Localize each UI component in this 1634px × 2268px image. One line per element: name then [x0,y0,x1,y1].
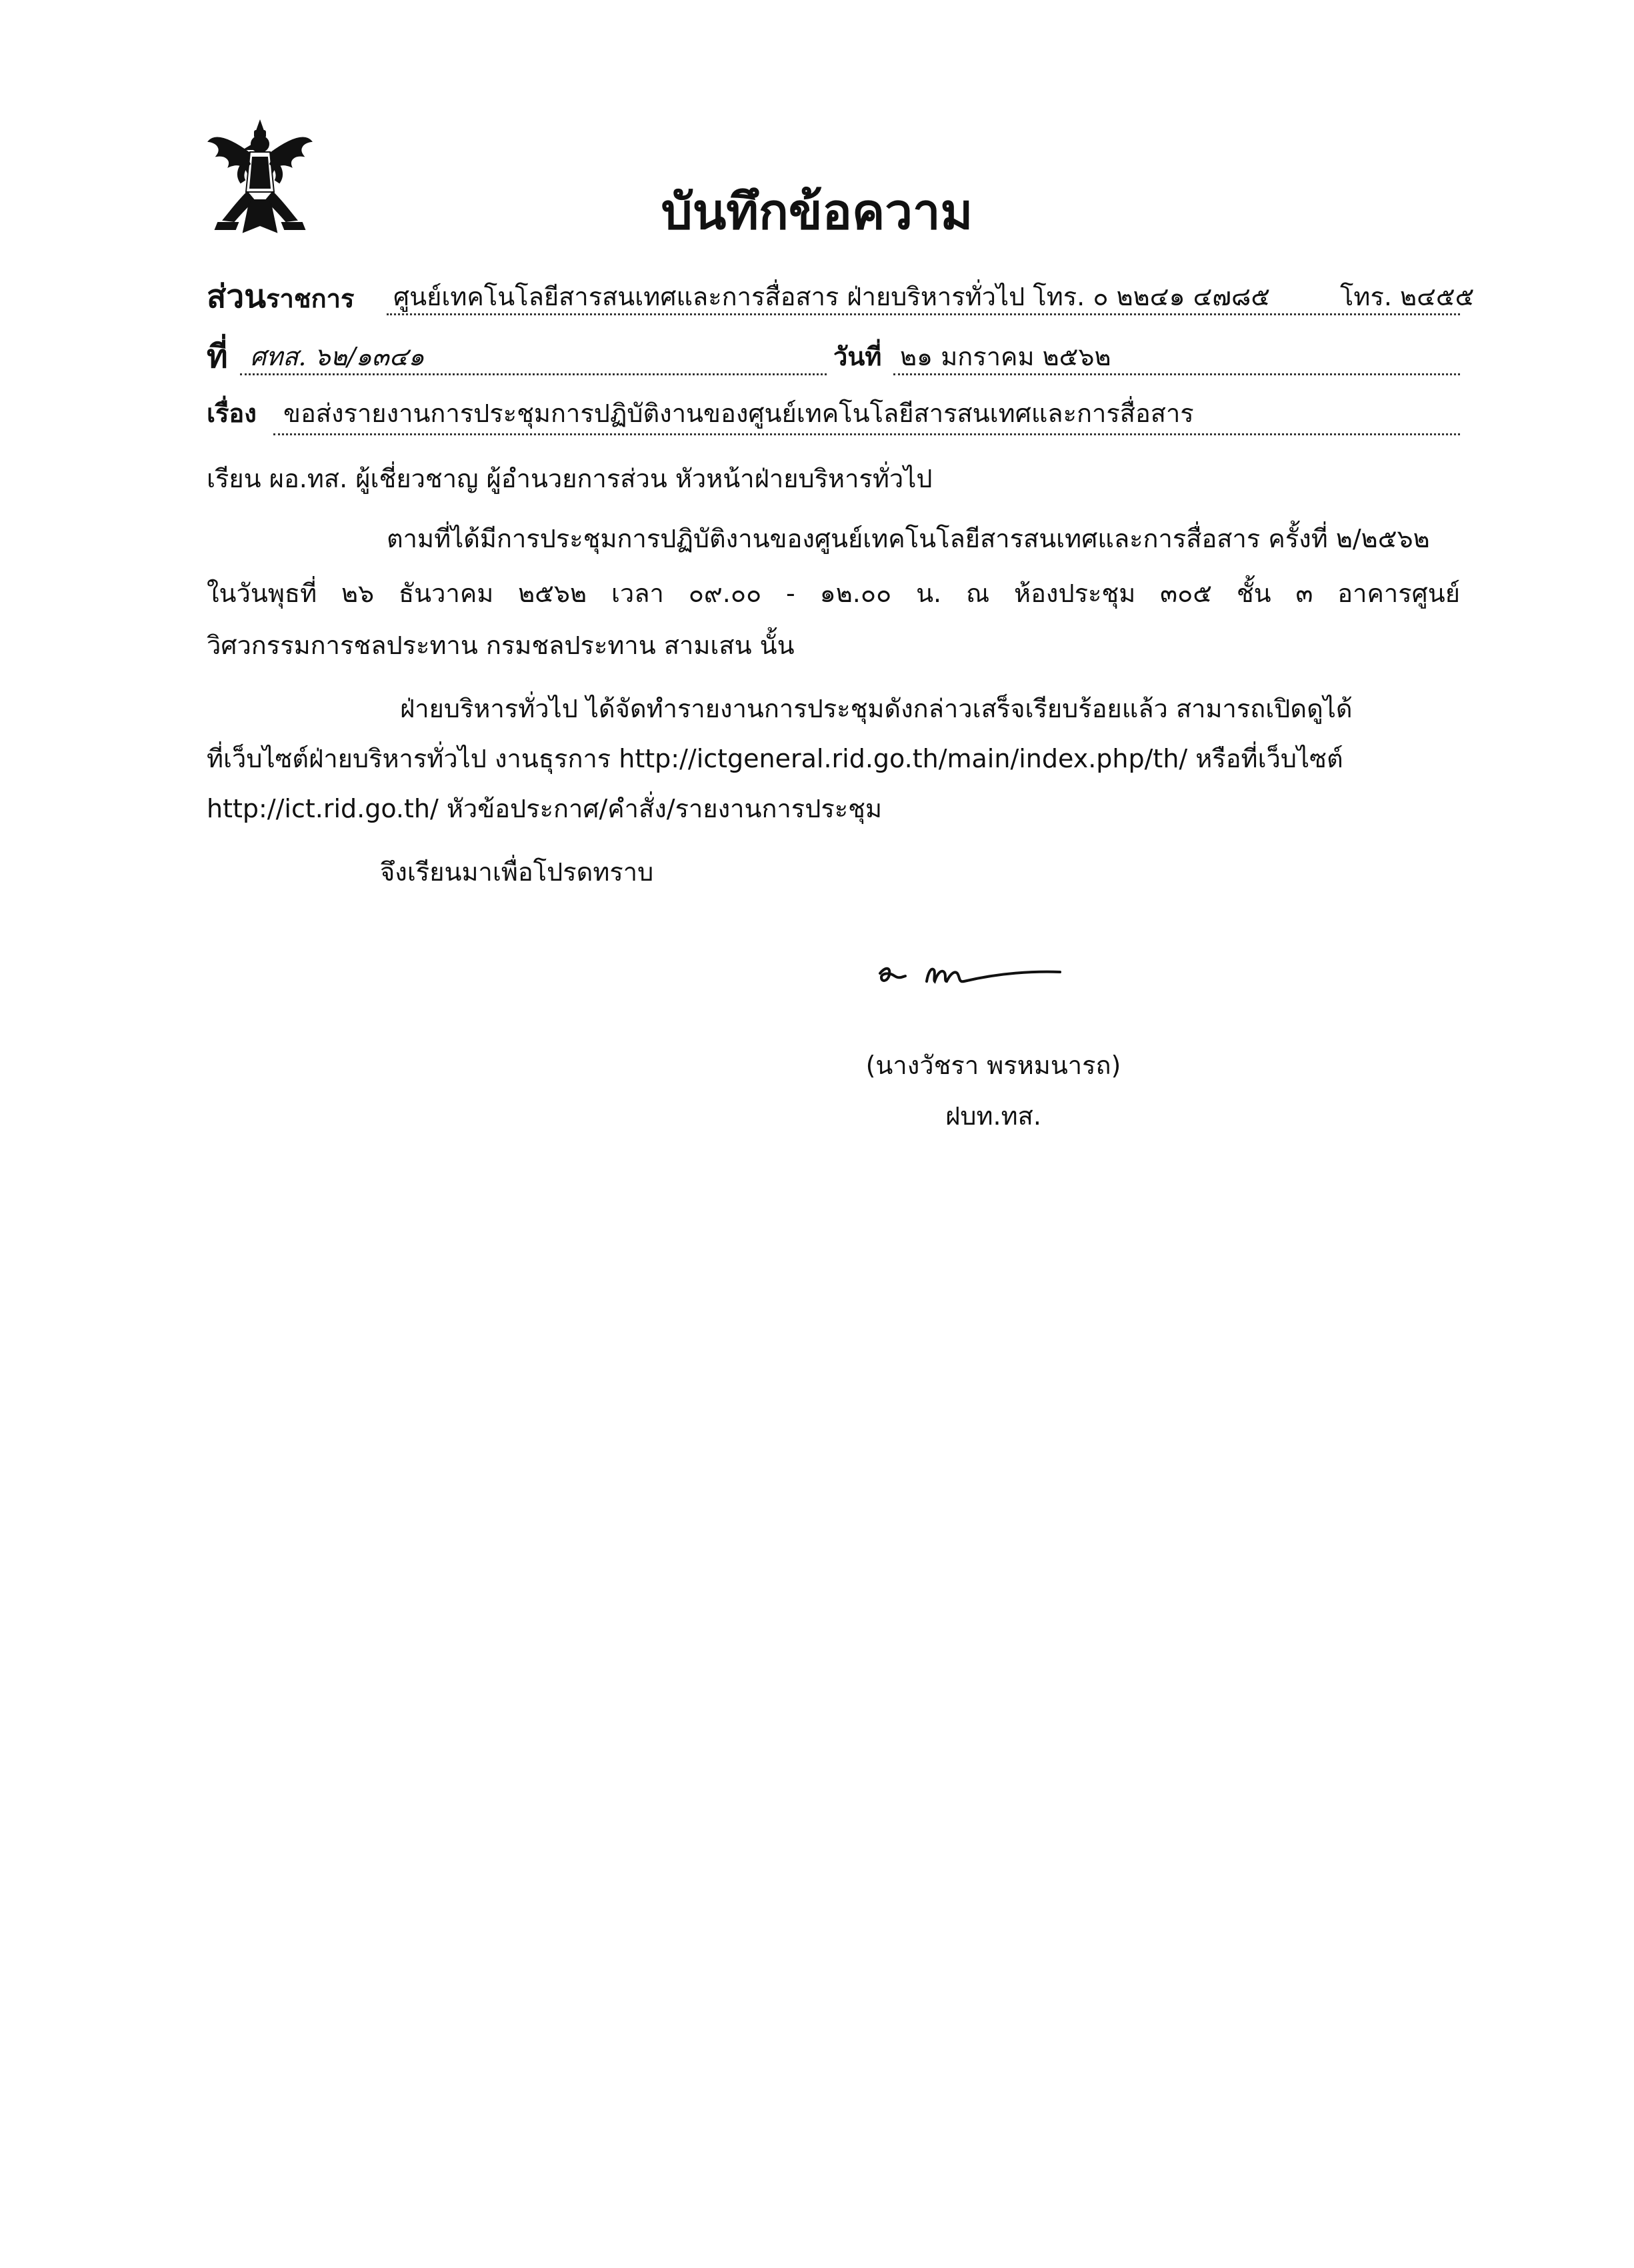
department-dotted-line [387,313,1460,315]
handwritten-signature-icon [867,947,1080,1000]
department-label-prefix: ส่วน [207,278,267,315]
subject-label: เรื่อง [207,399,257,428]
word: ๒๕๖๒ [518,579,587,608]
date-dotted-line [893,373,1460,375]
word: ๓ [1295,579,1313,608]
word: ห้องประชุม [1014,579,1136,608]
paragraph-2-line-3: http://ict.rid.go.th/ หัวข้อประกาศ/คำสั่ง/รายงานการประชุม [207,794,882,823]
word: - [786,579,795,608]
department-label-suffix: ราชการ [266,284,355,313]
word: ในวันพุธที่ [207,579,317,608]
word: เวลา [611,579,664,608]
paragraph-2-line-1: ฝ่ายบริหารทั่วไป ได้จัดทำรายงานการประชุมดังกล่าวเสร็จเรียบร้อยแล้ว สามารถเปิดดูได้ [400,694,1353,723]
ref-label: ที่ [207,338,228,375]
paragraph-1-line-1: ตามที่ได้มีการประชุมการปฏิบัติงานของศูนย์เทคโนโลยีสารสนเทศและการสื่อสาร ครั้งที่ ๒/๒๕๖๒ [387,524,1430,553]
paragraph-1-line-2 [207,575,1460,612]
document-title: บันทึกข้อความ [661,183,973,241]
addressee: เรียน ผอ.ทส. ผู้เชี่ยวชาญ ผู้อำนวยการส่วน หัวหน้าฝ่ายบริหารทั่วไป [207,464,933,493]
paragraph-2-line-2: ที่เว็บไซต์ฝ่ายบริหารทั่วไป งานธุรการ http://ictgeneral.rid.go.th/main/index.php/th/ หรือที่เว็บไซต์ [207,744,1343,773]
word: ธันวาคม [398,579,494,608]
extension-value: โทร. ๒๔๕๕ [1340,282,1475,311]
department-row [207,273,354,320]
signatory-name: (นางวัชรา พรหมนารถ) [865,1051,1121,1080]
word: ๐๙.๐๐ [688,579,762,608]
word: อาคารศูนย์ [1337,579,1460,608]
closing-line: จึงเรียนมาเพื่อโปรดทราบ [380,857,654,887]
signatory-position: ฝบท.ทส. [945,1101,1041,1131]
date-label: วันที่ [833,342,882,371]
ref-dotted-line [240,373,827,375]
subject-dotted-line [273,433,1460,435]
paragraph-1-line-3: วิศวกรรมการชลประทาน กรมชลประทาน สามเสน นั้น [207,631,795,660]
word: ๒๖ [341,579,375,608]
date-value: ๒๑ มกราคม ๒๕๖๒ [900,342,1111,371]
subject-value: ขอส่งรายงานการประชุมการปฏิบัติงานของศูนย์เทคโนโลยีสารสนเทศและการสื่อสาร [283,399,1194,428]
word: น. [916,579,942,608]
word: ๑๒.๐๐ [819,579,892,608]
ref-value: ศทส. ๖๒/๑๓๔๑ [250,342,425,371]
department-value: ศูนย์เทคโนโลยีสารสนเทศและการสื่อสาร ฝ่ายบริหารทั่วไป โทร. ๐ ๒๒๔๑ ๔๗๘๕ [393,282,1271,311]
word: ณ [965,579,990,608]
word: ชั้น [1236,579,1271,608]
word: ๓๐๕ [1160,579,1213,608]
